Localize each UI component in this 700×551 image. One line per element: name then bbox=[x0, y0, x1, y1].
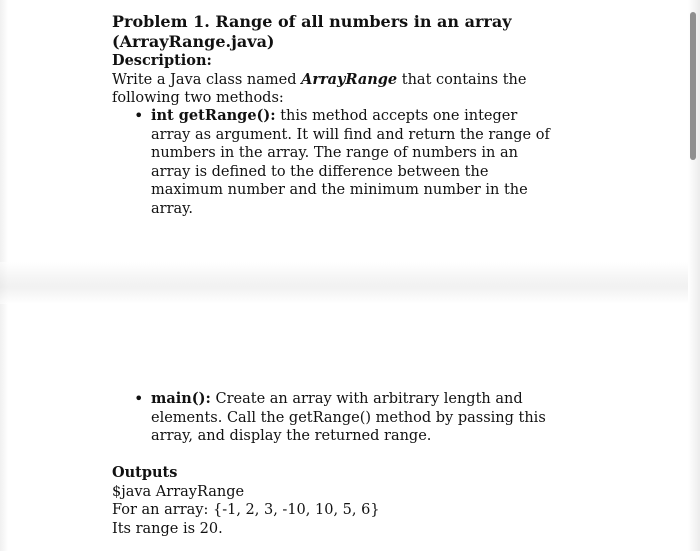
page-break-gap bbox=[0, 262, 700, 304]
output-line: Its range is 20. bbox=[112, 520, 223, 537]
class-name: ArrayRange bbox=[301, 70, 398, 88]
bullet-icon: • bbox=[134, 106, 144, 125]
problem-title bbox=[112, 12, 511, 52]
outputs-section bbox=[112, 464, 380, 538]
description-text bbox=[112, 71, 582, 108]
description-heading: Description: bbox=[112, 52, 212, 69]
method-description: Create an array with arbitrary length and elements. Call the getRange() method by passing this array, and display the returned range. bbox=[151, 391, 546, 444]
problem-title-line1: Problem 1. Range of all numbers in an array bbox=[112, 12, 512, 31]
scrollbar-thumb[interactable] bbox=[690, 12, 696, 160]
method-name: main(): bbox=[151, 390, 211, 407]
output-line: For an array: {-1, 2, 3, -10, 10, 5, 6} bbox=[112, 502, 380, 518]
method-text bbox=[151, 390, 584, 446]
output-line: $java ArrayRange bbox=[112, 483, 245, 500]
method-name: int getRange(): bbox=[151, 107, 276, 124]
method-text bbox=[151, 107, 554, 218]
outputs-heading: Outputs bbox=[112, 464, 178, 481]
method-item-main bbox=[134, 390, 584, 446]
method-item-getrange bbox=[134, 107, 554, 218]
method-description: this method accepts one integer array as argument. It will find and return the range of numbers in the array. The range of numbers in an array is defined to the difference between the maximum number and the minimum number in the array. bbox=[151, 108, 550, 217]
problem-title-line2: (ArrayRange.java) bbox=[112, 32, 275, 51]
description-post: that contains the following two methods: bbox=[112, 71, 527, 106]
bullet-icon: • bbox=[134, 389, 144, 408]
description-section bbox=[112, 52, 582, 108]
description-pre: Write a Java class named bbox=[112, 71, 302, 88]
